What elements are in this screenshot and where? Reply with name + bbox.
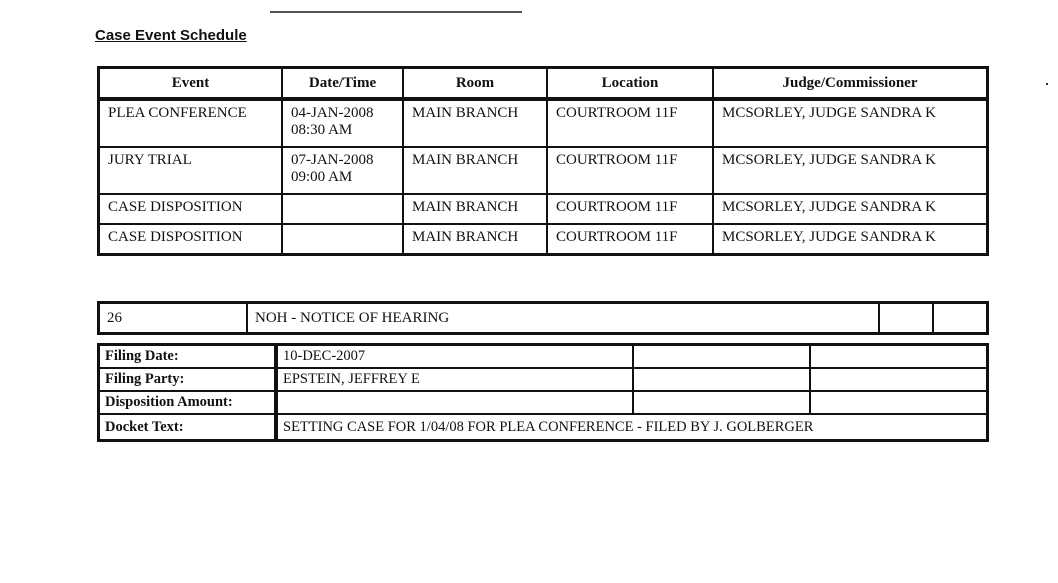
empty-cell xyxy=(810,345,987,368)
filing-party-value: EPSTEIN, JEFFREY E xyxy=(277,368,633,391)
datetime-cell xyxy=(282,224,403,254)
filing-details-table xyxy=(97,343,989,442)
judge-cell: MCSORLEY, JUDGE SANDRA K xyxy=(713,224,987,254)
empty-cell xyxy=(810,368,987,391)
datetime-cell: 04-JAN-2008 08:30 AM xyxy=(282,100,403,147)
case-event-schedule-table xyxy=(97,66,989,256)
table-row xyxy=(99,194,987,224)
section-heading: Case Event Schedule xyxy=(95,27,247,44)
room-cell: MAIN BRANCH xyxy=(403,147,547,194)
docket-entry-row xyxy=(99,303,987,333)
docket-text-value: SETTING CASE FOR 1/04/08 FOR PLEA CONFERENCE - FILED BY J. GOLBERGER xyxy=(277,414,987,440)
table-header-row xyxy=(99,68,987,100)
table-row xyxy=(99,345,987,368)
filing-date-value: 10-DEC-2007 xyxy=(277,345,633,368)
location-cell: COURTROOM 11F xyxy=(547,194,713,224)
datetime-cell xyxy=(282,194,403,224)
disposition-amount-value xyxy=(277,391,633,414)
top-rule xyxy=(270,11,522,13)
table-row xyxy=(99,100,987,147)
judge-cell: MCSORLEY, JUDGE SANDRA K xyxy=(713,194,987,224)
empty-cell xyxy=(879,303,933,333)
judge-cell: MCSORLEY, JUDGE SANDRA K xyxy=(713,147,987,194)
table-row xyxy=(99,368,987,391)
header-datetime: Date/Time xyxy=(282,68,403,100)
judge-cell: MCSORLEY, JUDGE SANDRA K xyxy=(713,100,987,147)
table-row xyxy=(99,147,987,194)
empty-cell xyxy=(633,368,810,391)
filing-party-label: Filing Party: xyxy=(99,368,277,391)
docket-text-label: Docket Text: xyxy=(99,414,277,440)
header-event: Event xyxy=(99,68,282,100)
event-cell: CASE DISPOSITION xyxy=(99,194,282,224)
empty-cell xyxy=(810,391,987,414)
location-cell: COURTROOM 11F xyxy=(547,224,713,254)
header-location: Location xyxy=(547,68,713,100)
location-cell: COURTROOM 11F xyxy=(547,147,713,194)
event-cell: JURY TRIAL xyxy=(99,147,282,194)
header-room: Room xyxy=(403,68,547,100)
table-row xyxy=(99,414,987,440)
disposition-amount-label: Disposition Amount: xyxy=(99,391,277,414)
docket-number: 26 xyxy=(99,303,247,333)
filing-date-label: Filing Date: xyxy=(99,345,277,368)
docket-code-description: NOH - NOTICE OF HEARING xyxy=(247,303,879,333)
datetime-cell: 07-JAN-2008 09:00 AM xyxy=(282,147,403,194)
location-cell: COURTROOM 11F xyxy=(547,100,713,147)
table-row xyxy=(99,391,987,414)
table-row xyxy=(99,224,987,254)
room-cell: MAIN BRANCH xyxy=(403,194,547,224)
scan-speck xyxy=(1046,83,1048,85)
event-cell: PLEA CONFERENCE xyxy=(99,100,282,147)
docket-entry-header xyxy=(97,301,989,335)
event-cell: CASE DISPOSITION xyxy=(99,224,282,254)
empty-cell xyxy=(633,345,810,368)
room-cell: MAIN BRANCH xyxy=(403,224,547,254)
empty-cell xyxy=(633,391,810,414)
empty-cell xyxy=(933,303,987,333)
room-cell: MAIN BRANCH xyxy=(403,100,547,147)
header-judge: Judge/Commissioner xyxy=(713,68,987,100)
